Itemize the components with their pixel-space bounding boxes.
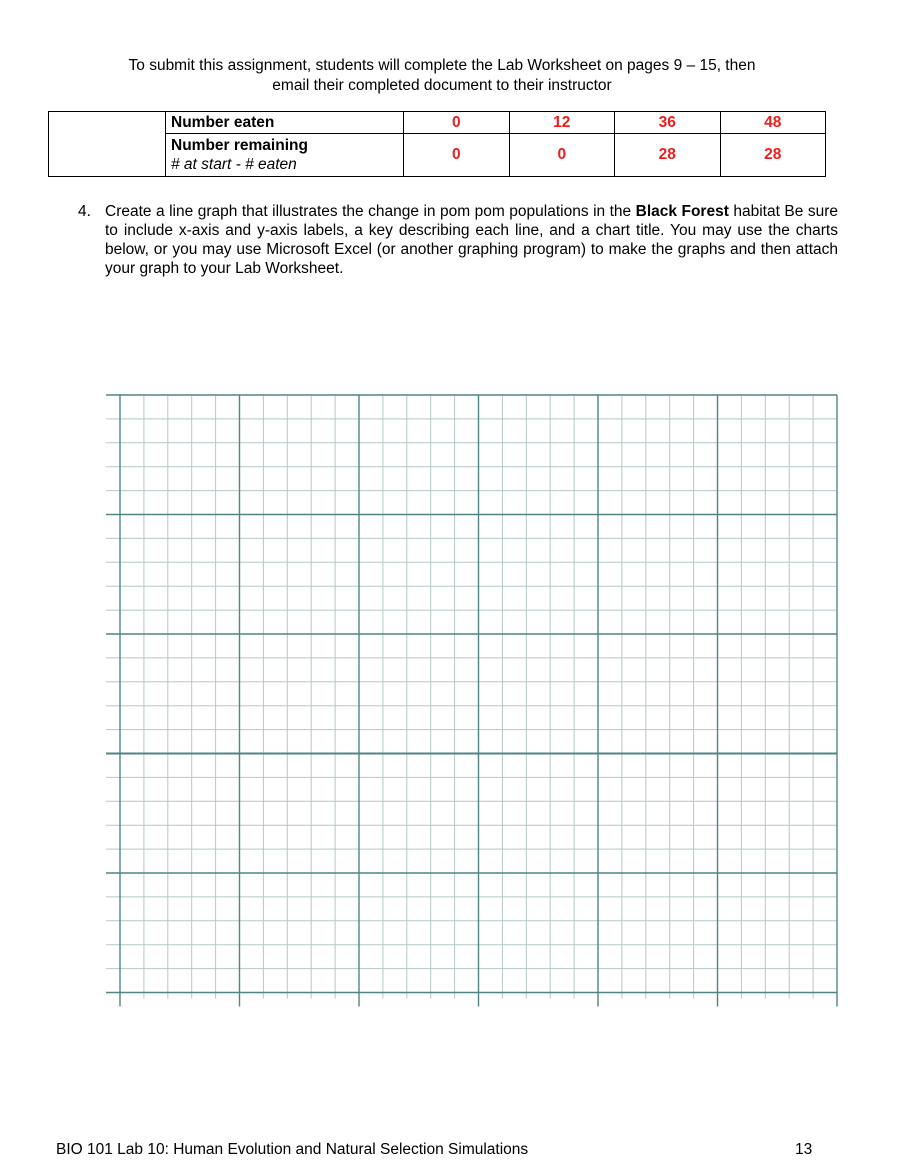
number-remaining-label: Number remaining	[171, 137, 308, 154]
submission-instructions	[40, 56, 844, 96]
instructions-line-1: To submit this assignment, students will complete the Lab Worksheet on pages 9 – 15, then	[128, 57, 756, 74]
number-remaining-label-cell	[166, 134, 404, 177]
eaten-value-2: 12	[509, 112, 615, 134]
number-remaining-formula: # at start - # eaten	[171, 156, 297, 173]
blank-graph-paper	[100, 390, 840, 1012]
pom-pom-data-table	[48, 111, 826, 177]
table-row-number-remaining	[49, 134, 826, 177]
habitat-name-bold: Black Forest	[635, 203, 729, 220]
question-text	[105, 202, 838, 278]
instructions-line-2: email their completed document to their instructor	[272, 77, 612, 94]
eaten-value-4: 48	[720, 112, 826, 134]
footer-course-title: BIO 101 Lab 10: Human Evolution and Natural Selection Simulations	[56, 1141, 529, 1158]
question-text-part-1: Create a line graph that illustrates the change in pom pom populations in the	[105, 203, 636, 220]
table-row-number-eaten	[49, 112, 826, 134]
question-text-part-2: habitat Be sure to include x-axis and y-axis labels, a key describing each line, and a chart title. You may use the charts below, or you may use Microsoft Excel (or another graphing program) to make the graphs and then attach your graph to your Lab Worksheet.	[105, 203, 838, 277]
remaining-value-4: 28	[720, 134, 826, 177]
remaining-value-3: 28	[615, 134, 721, 177]
question-number: 4.	[78, 203, 91, 220]
remaining-value-1: 0	[404, 134, 510, 177]
eaten-value-3: 36	[615, 112, 721, 134]
remaining-value-2: 0	[509, 134, 615, 177]
number-eaten-label: Number eaten	[166, 112, 404, 134]
footer-page-number: 13	[795, 1141, 813, 1158]
eaten-value-1: 0	[404, 112, 510, 134]
question-4	[78, 202, 838, 278]
table-blank-cell	[49, 112, 166, 177]
